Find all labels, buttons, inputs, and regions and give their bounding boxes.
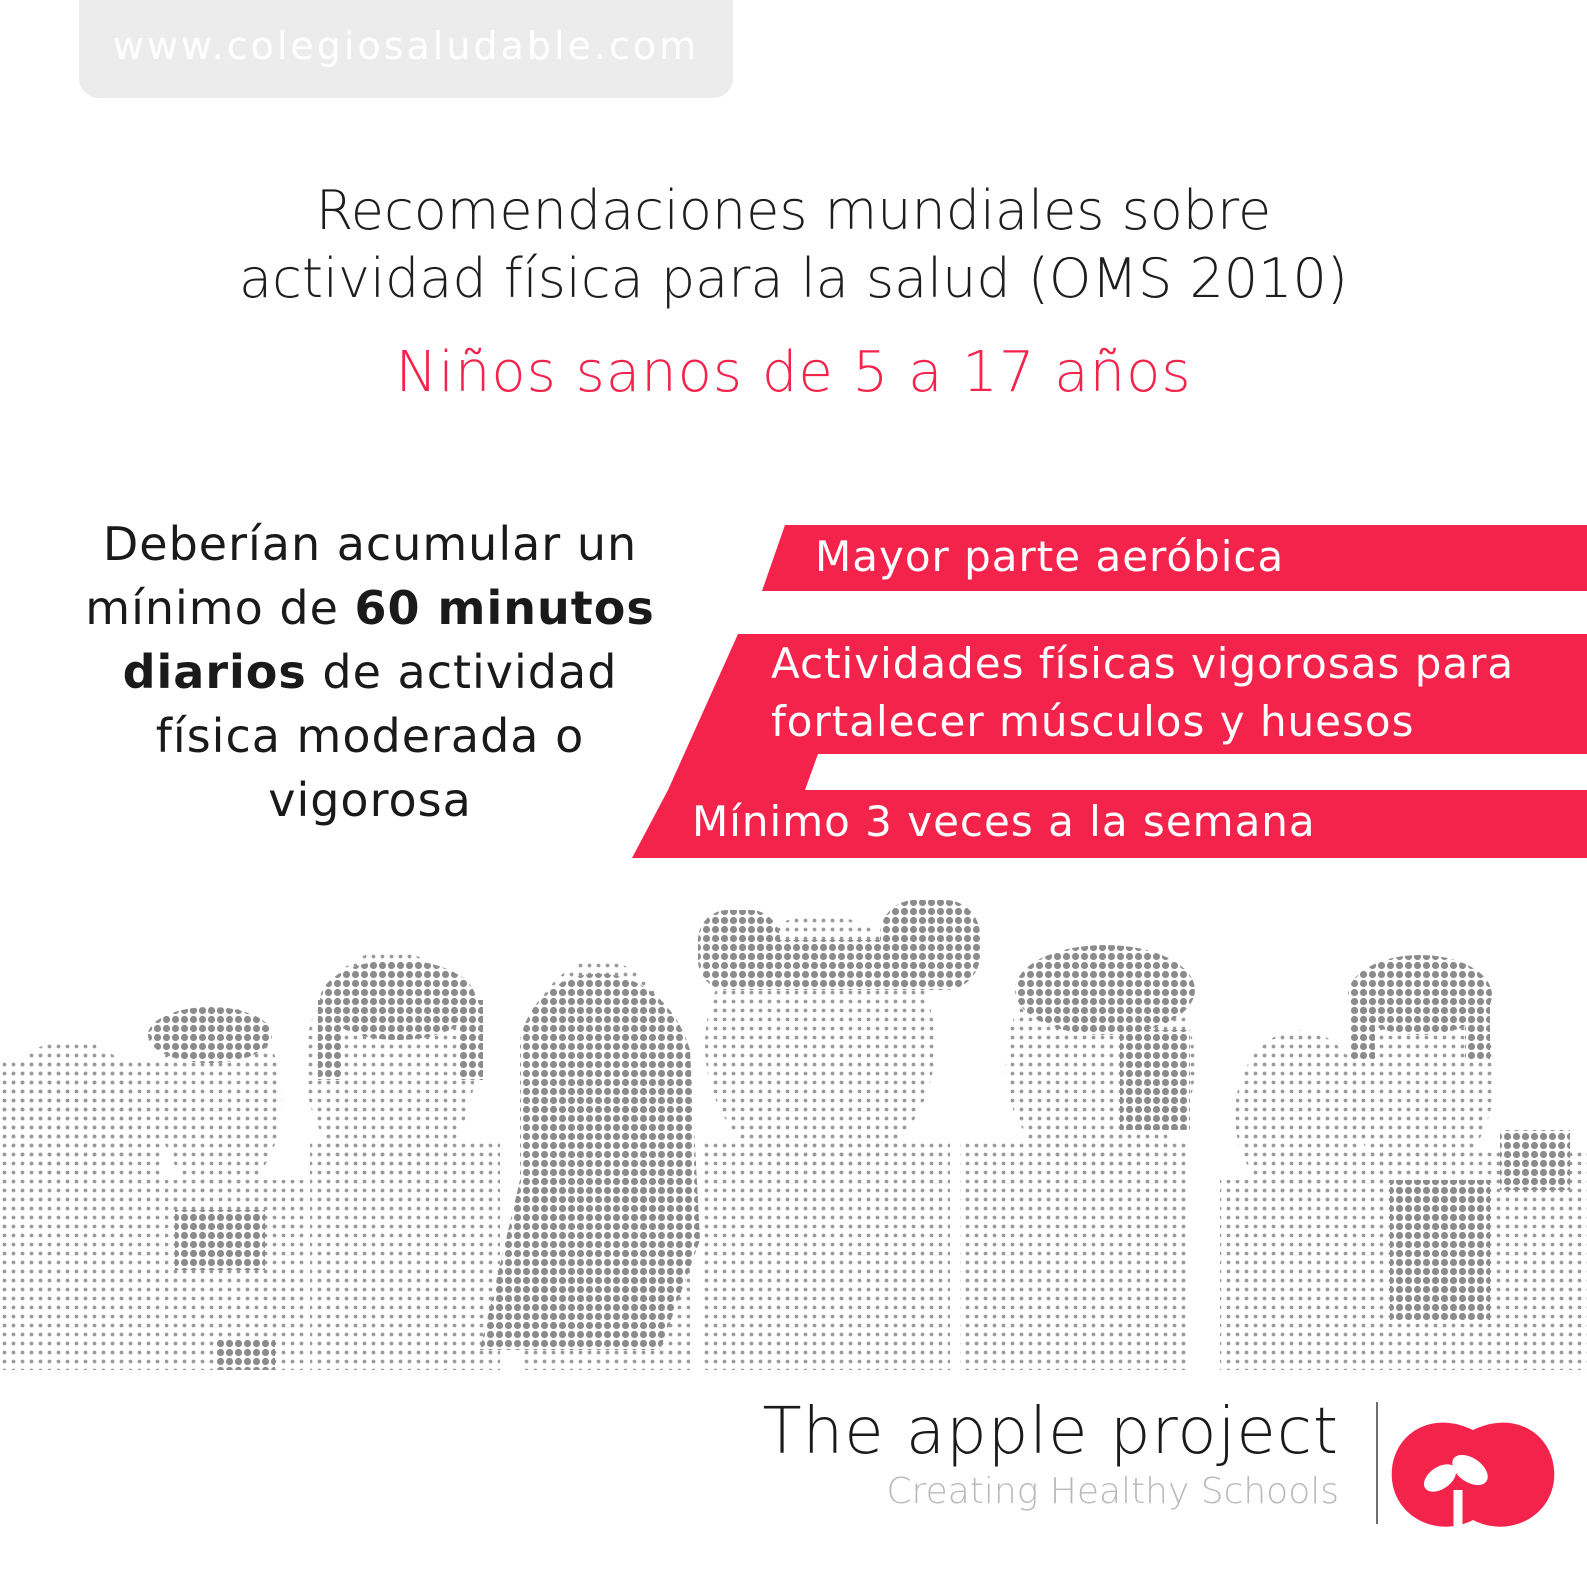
lead-text-end: de actividad física moderada o vigorosa bbox=[155, 645, 618, 827]
brand-divider bbox=[1376, 1402, 1378, 1524]
band-3-label: Mínimo 3 veces a la semana bbox=[692, 797, 1316, 846]
band-2-label-line-2: fortalecer músculos y huesos bbox=[771, 697, 1415, 746]
halftone-children-illustration bbox=[0, 880, 1587, 1380]
brand-block bbox=[763, 1392, 1339, 1512]
page-title-line-1: Recomendaciones mundiales sobre bbox=[315, 179, 1272, 242]
website-url[interactable]: www.colegiosaludable.com bbox=[112, 24, 700, 68]
lead-text-start: Deberían acumular un mínimo de bbox=[85, 517, 638, 635]
page-title-line-2: actividad física para la salud (OMS 2010) bbox=[239, 247, 1348, 310]
apple-logo-icon bbox=[1388, 1398, 1558, 1538]
brand-name: The apple project bbox=[762, 1395, 1339, 1469]
lead-highlight: 60 minutos diarios bbox=[122, 581, 655, 699]
band-1-label: Mayor parte aeróbica bbox=[815, 532, 1285, 581]
brand-tagline: Creating Healthy Schools bbox=[886, 1471, 1339, 1512]
page-subtitle: Niños sanos de 5 a 17 años bbox=[395, 340, 1192, 405]
band-2-label-line-1: Actividades físicas vigorosas para bbox=[771, 639, 1515, 688]
